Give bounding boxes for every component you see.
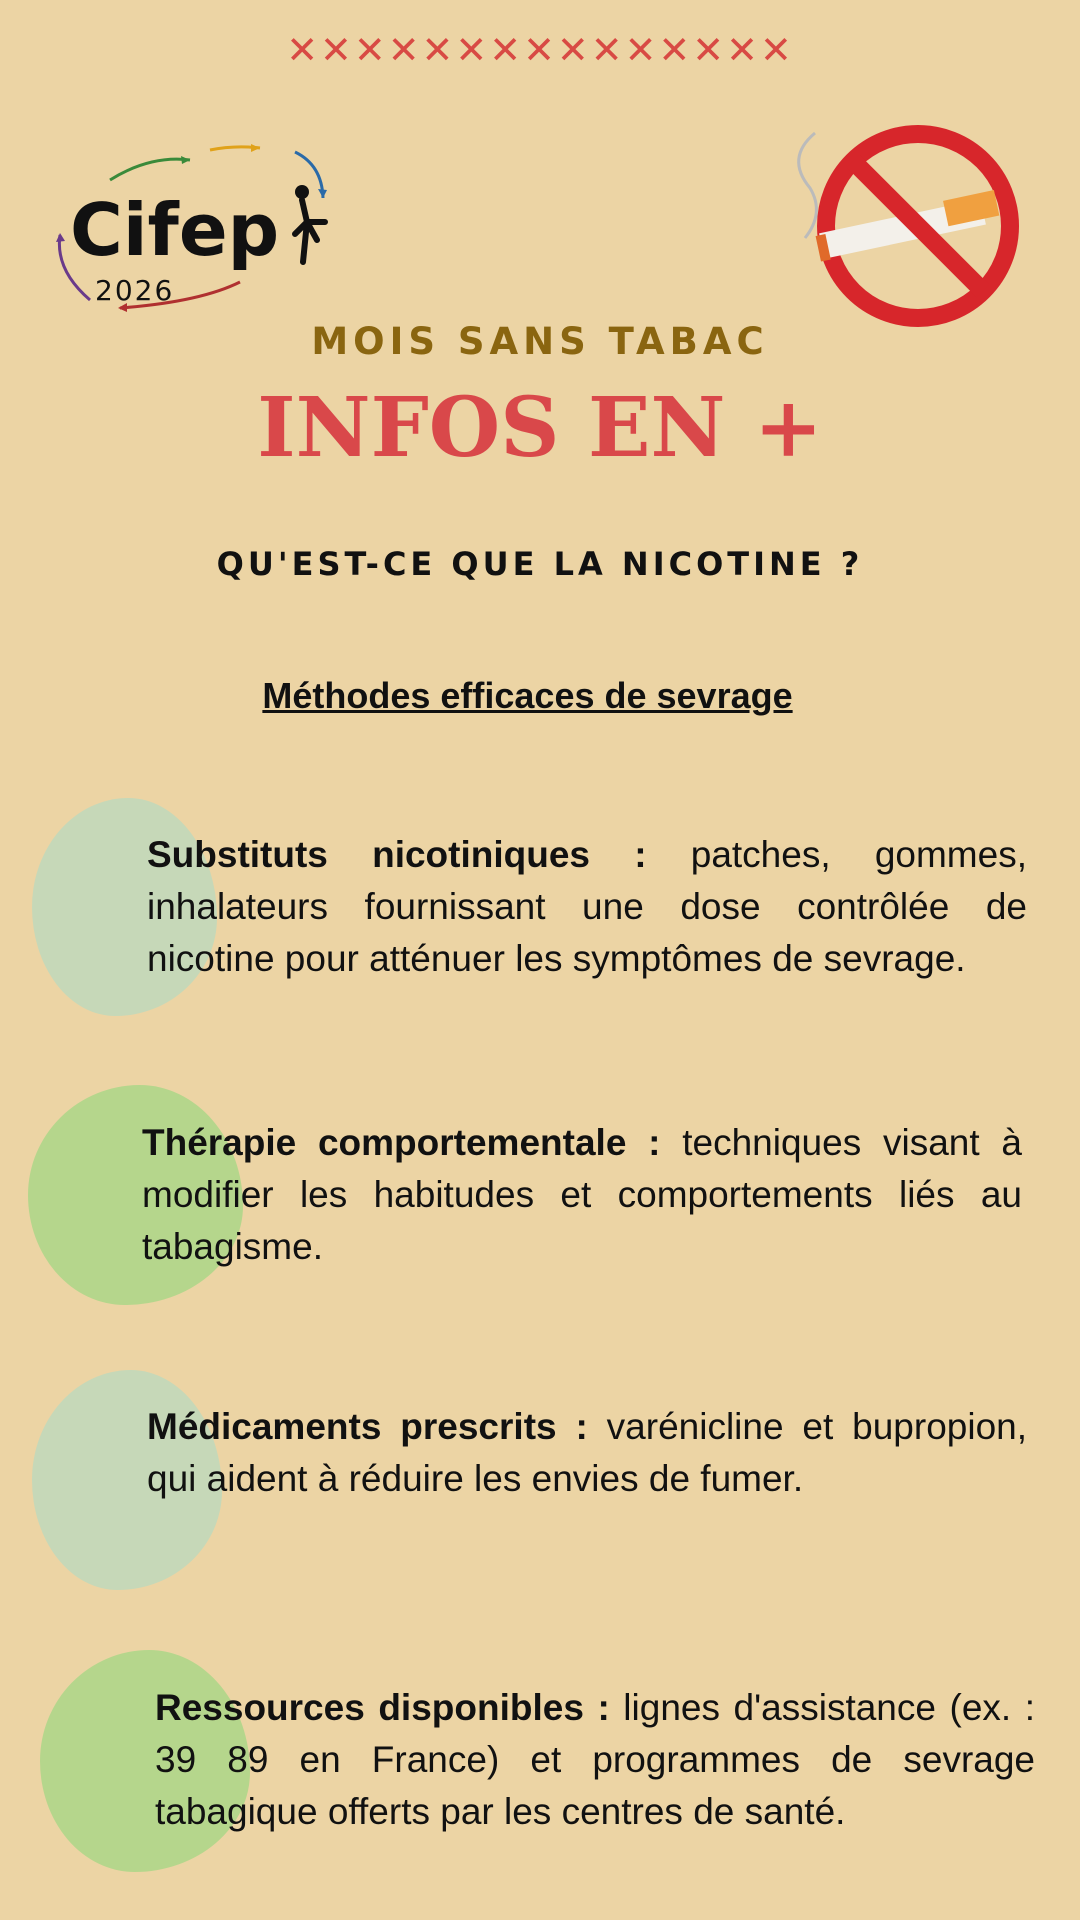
item-text: patches, gommes, inhalateurs fournissant une dose contrôlée de nicotine pour atténuer les symptômes de sevrage. [147,834,1027,979]
logo-year: 2026 [95,274,175,307]
item-term: Médicaments prescrits : [147,1406,588,1447]
list-item [147,829,1027,985]
logo-wordmark: Cifep [70,188,280,272]
page-title: INFOS EN + [257,380,823,476]
item-text: techniques visant à modifier les habitudes et comportements liés au tabagisme. [142,1122,1022,1267]
campaign-subtitle: MOIS SANS TABAC [311,320,769,363]
list-item [155,1682,1035,1838]
item-term: Substituts nicotiniques : [147,834,647,875]
item-term: Thérapie comportementale : [142,1122,661,1163]
item-text: lignes d'assistance (ex. : 39 89 en France) et programmes de sevrage tabagique offerts par les centres de santé. [155,1687,1035,1832]
item-term: Ressources disponibles : [155,1687,610,1728]
cifep-logo [50,130,370,320]
decorative-x-row: ✕✕✕✕✕✕✕✕✕✕✕✕✕✕✕ [286,28,794,72]
no-smoking-icon [780,118,1020,338]
list-item [142,1117,1022,1273]
section-title: Méthodes efficaces de sevrage [262,675,793,716]
list-item [147,1401,1027,1505]
item-text: varénicline et bupropion, qui aident à réduire les envies de fumer. [147,1406,1028,1499]
nicotine-question-heading: QU'EST-CE QUE LA NICOTINE ? [216,545,864,583]
